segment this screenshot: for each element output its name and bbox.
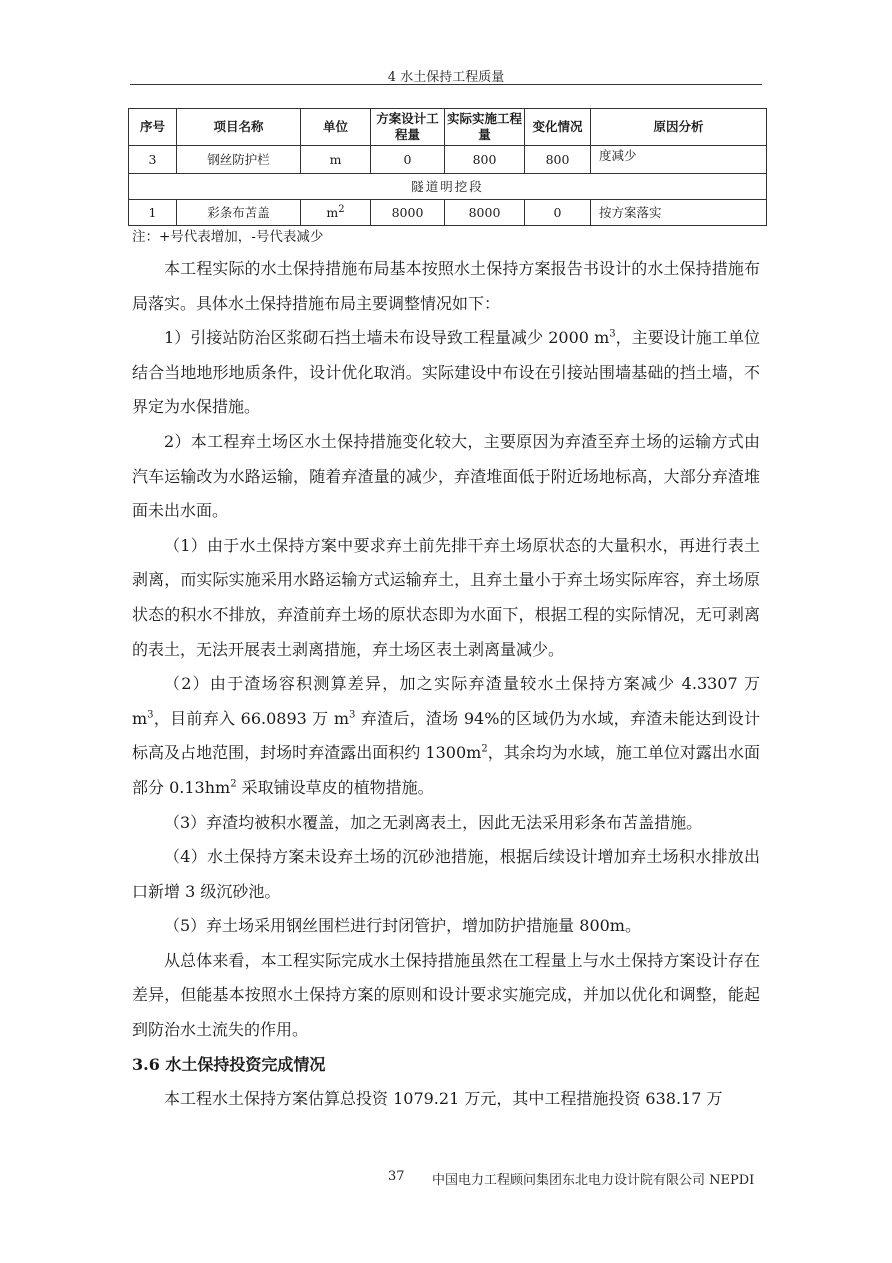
text-run: 弃渣后，渣场 94%的区域仍为水域，弃渣未能达到设计标高及占地范围，封场时弃渣露出面积约 1300m	[132, 708, 760, 763]
paragraph	[132, 667, 760, 805]
table-section-row	[129, 174, 767, 200]
col-header-reason: 原因分析	[591, 109, 767, 146]
table-note: 注：+号代表增加，-号代表减少	[132, 229, 324, 245]
superscript: 2	[230, 778, 237, 790]
cell-change: 0	[525, 200, 591, 226]
superscript: 2	[481, 743, 488, 755]
paragraph: 2）本工程弃土场区水土保持措施变化较大，主要原因为弃渣至弃土场的运输方式由汽车运输改为水路运输，随着弃渣量的减少，弃渣堆面低于附近场地标高，大部分弃渣堆面未出水面。	[132, 431, 760, 521]
text-run: 1）引接站防治区浆砌石挡土墙未布设导致工程量减少 2000 m	[164, 328, 610, 348]
cell-reason: 按方案落实	[591, 200, 767, 226]
cell-plan: 0	[371, 146, 445, 174]
col-header-plan: 方案设计工程量	[371, 109, 445, 146]
measures-table	[128, 108, 767, 226]
paragraph: （3）弃渣均被积水覆盖，加之无剥离表土，因此无法采用彩条布苫盖措施。	[164, 812, 703, 832]
table-row	[129, 146, 767, 174]
cell-unit: m	[301, 146, 371, 174]
paragraph: 本工程实际的水土保持措施布局基本按照水土保持方案报告书设计的水土保持措施布局落实。具体水土保持措施布局主要调整情况如下：	[132, 259, 760, 313]
table-row	[129, 200, 767, 226]
section-label: 隧道明挖段	[129, 174, 767, 200]
col-header-name: 项目名称	[177, 109, 301, 146]
paragraph: （4）水土保持方案未设弃土场的沉砂池措施，根据后续设计增加弃土场积水排放出口新增 3 级沉砂池。	[132, 847, 760, 901]
unit-superscript: 2	[338, 203, 345, 215]
text-run: ，其余均为水域，施工单位对露出水面部分 0.13hm	[132, 743, 760, 797]
cell-change: 800	[525, 146, 591, 174]
cell-name: 钢丝防护栏	[177, 146, 301, 174]
text-run: （2）由于渣场容积测算差异，加之实际弃渣量较水土保持方案减少 4.3307 万 m	[132, 674, 760, 728]
body-text	[132, 252, 760, 1117]
paragraph: （5）弃土场采用钢丝围栏进行封闭管护，增加防护措施量 800m。	[164, 916, 641, 936]
col-header-unit: 单位	[301, 109, 371, 146]
col-header-no: 序号	[129, 109, 177, 146]
cell-name: 彩条布苫盖	[177, 200, 301, 226]
cell-plan: 8000	[371, 200, 445, 226]
text-run: ，目前弃入 66.0893 万 m	[153, 708, 349, 728]
table-header-row	[129, 109, 767, 146]
section-heading: 3.6 水土保持投资完成情况	[132, 1054, 326, 1074]
col-header-change: 变化情况	[525, 109, 591, 146]
page-number: 37	[388, 1169, 405, 1184]
cell-unit	[301, 200, 371, 226]
superscript: 3	[609, 328, 616, 340]
text-run: ，主要设计施工单位结合当地地形地质条件，设计优化取消。实际建设中布设在引接站围墙基础的挡土墙，不界定为水保措施。	[132, 328, 760, 417]
cell-no: 1	[129, 200, 177, 226]
paragraph	[132, 321, 760, 425]
cell-no: 3	[129, 146, 177, 174]
text-run: 采取铺设草皮的植物措施。	[236, 777, 434, 797]
header-rule	[130, 84, 762, 85]
superscript: 3	[349, 709, 356, 721]
paragraph: 从总体来看，本工程实际完成水土保持措施虽然在工程量上与水土保持方案设计存在差异，但能基本按照水土保持方案的原则和设计要求实施完成，并加以优化和调整，能起到防治水土流失的作用。	[132, 950, 760, 1040]
paragraph: 本工程水土保持方案估算总投资 1079.21 万元，其中工程措施投资 638.17 万	[164, 1089, 723, 1109]
unit-text: m	[326, 204, 339, 220]
paragraph: （1）由于水土保持方案中要求弃土前先排干弃土场原状态的大量积水，再进行表土剥离，而实际实施采用水路运输方式运输弃土，且弃土量小于弃土场实际库容，弃土场原状态的积水不排放，弃渣前弃土场的原状态即为水面下，根据工程的实际情况，无可剥离的表土，无法开展表土剥离措施，弃土场区表土剥离量减少。	[132, 535, 760, 659]
col-header-actual: 实际实施工程量	[445, 109, 525, 146]
cell-actual: 8000	[445, 200, 525, 226]
footer-organization: 中国电力工程顾问集团东北电力设计院有限公司 NEPDI	[432, 1173, 755, 1188]
page-header-title: 4 水土保持工程质量	[387, 70, 505, 85]
superscript: 3	[147, 709, 154, 721]
cell-actual: 800	[445, 146, 525, 174]
cell-reason: 度减少	[591, 146, 767, 174]
